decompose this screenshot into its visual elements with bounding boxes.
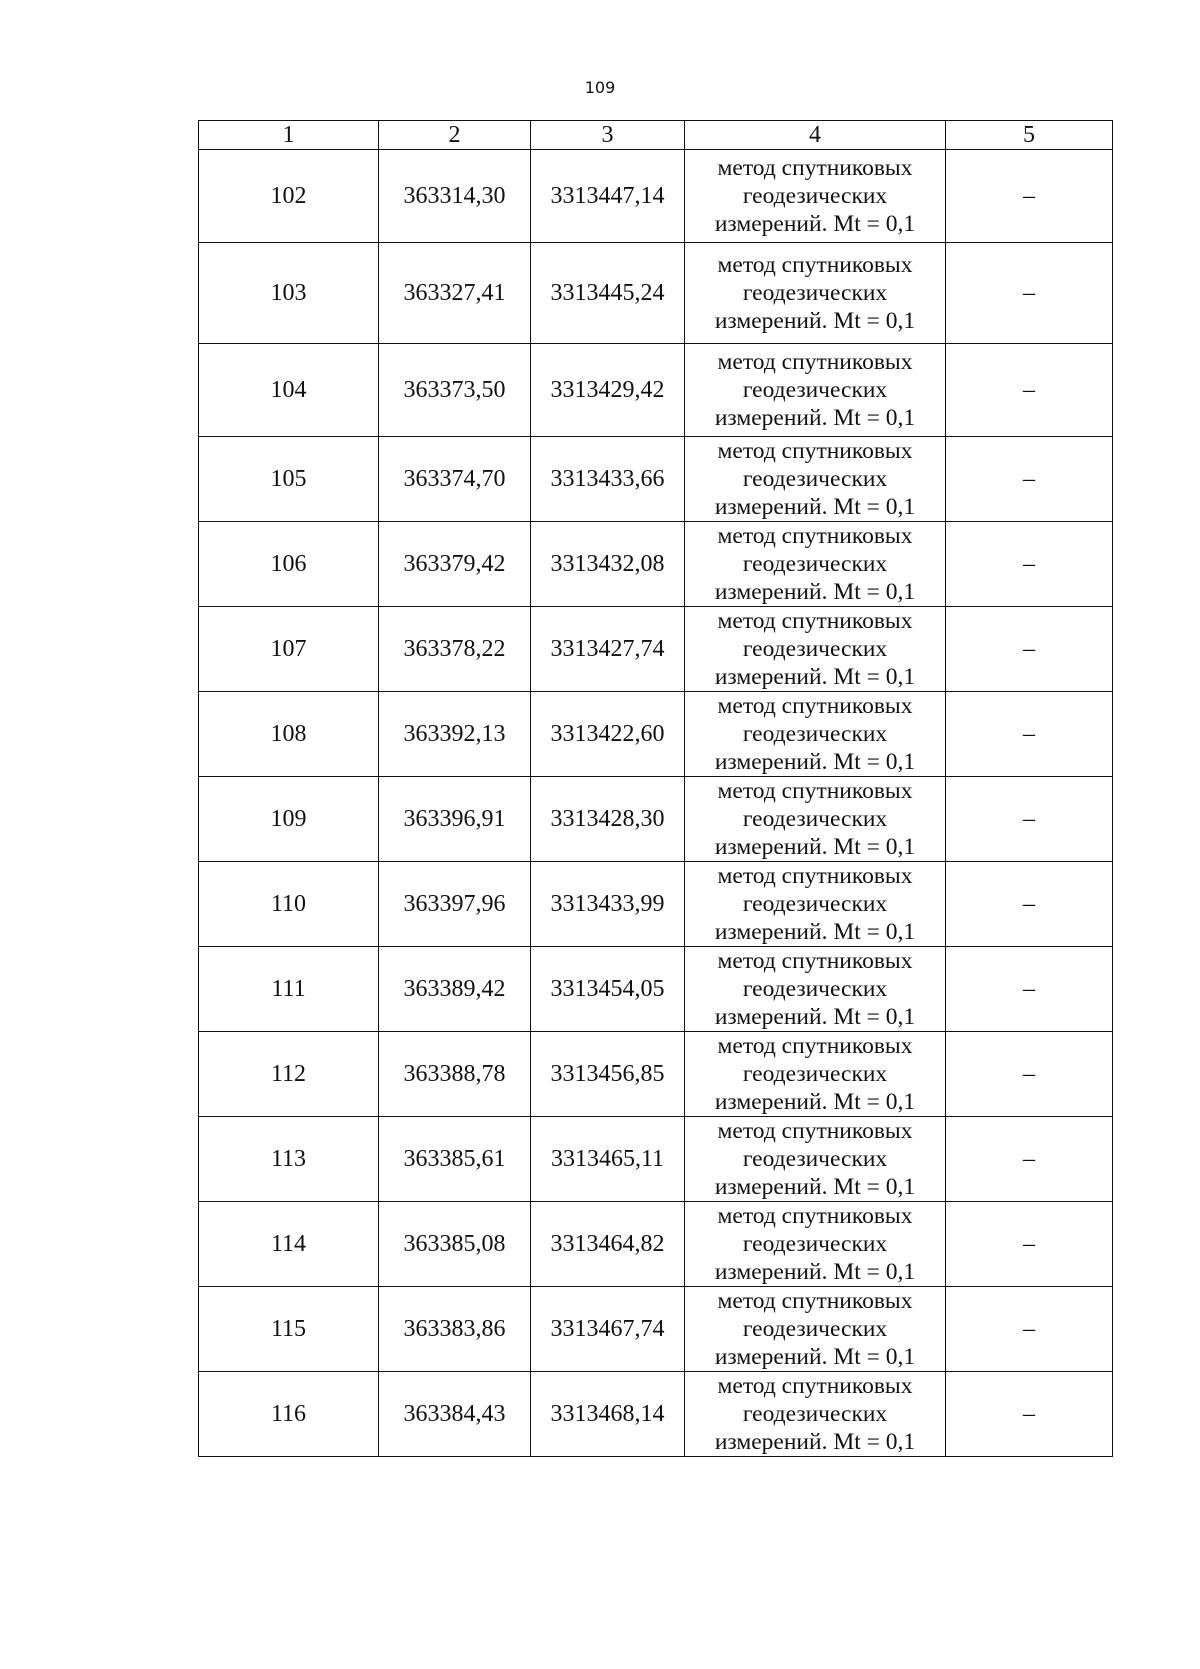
method-cell <box>685 522 946 607</box>
point-number-cell: 103 <box>199 243 379 344</box>
table-row <box>199 243 1113 344</box>
y-coordinate-cell: 3313428,30 <box>531 777 685 862</box>
page-number: 109 <box>584 78 616 97</box>
y-coordinate-cell: 3313445,24 <box>531 243 685 344</box>
header-cell: 5 <box>946 121 1113 150</box>
method-line: геодезических <box>742 551 888 577</box>
method-line: измерений. Mt = 0,1 <box>714 1429 916 1455</box>
point-number-cell: 107 <box>199 607 379 692</box>
point-number-cell: 116 <box>199 1372 379 1457</box>
method-line: измерений. Mt = 0,1 <box>714 1174 916 1200</box>
method-line: измерений. Mt = 0,1 <box>714 1259 916 1285</box>
method-line: измерений. Mt = 0,1 <box>714 1344 916 1370</box>
method-line: геодезических <box>742 891 888 917</box>
y-coordinate-cell: 3313468,14 <box>531 1372 685 1457</box>
note-cell: – <box>946 1117 1113 1202</box>
table-row <box>199 150 1113 243</box>
table-row <box>199 522 1113 607</box>
method-line: измерений. Mt = 0,1 <box>714 1004 916 1030</box>
note-cell: – <box>946 862 1113 947</box>
coordinates-table <box>198 120 1113 1457</box>
point-number-cell: 106 <box>199 522 379 607</box>
method-line: измерений. Mt = 0,1 <box>714 308 916 334</box>
header-cell: 3 <box>531 121 685 150</box>
table-row <box>199 1287 1113 1372</box>
method-cell <box>685 1202 946 1287</box>
note-cell: – <box>946 1202 1113 1287</box>
method-line: метод спутниковых <box>717 608 913 634</box>
method-line: метод спутниковых <box>717 778 913 804</box>
method-line: метод спутниковых <box>717 1203 913 1229</box>
method-line: геодезических <box>742 183 888 209</box>
table-row <box>199 1202 1113 1287</box>
method-line: метод спутниковых <box>717 252 913 278</box>
x-coordinate-cell: 363383,86 <box>379 1287 531 1372</box>
method-line: измерений. Mt = 0,1 <box>714 579 916 605</box>
method-line: геодезических <box>742 1061 888 1087</box>
y-coordinate-cell: 3313429,42 <box>531 344 685 437</box>
y-coordinate-cell: 3313465,11 <box>531 1117 685 1202</box>
method-line: метод спутниковых <box>717 1373 913 1399</box>
y-coordinate-cell: 3313433,66 <box>531 437 685 522</box>
point-number-cell: 114 <box>199 1202 379 1287</box>
table-row <box>199 1032 1113 1117</box>
table-body <box>199 121 1113 1457</box>
y-coordinate-cell: 3313447,14 <box>531 150 685 243</box>
method-line: геодезических <box>742 976 888 1002</box>
method-line: измерений. Mt = 0,1 <box>714 919 916 945</box>
x-coordinate-cell: 363384,43 <box>379 1372 531 1457</box>
note-cell: – <box>946 947 1113 1032</box>
method-line: метод спутниковых <box>717 1118 913 1144</box>
method-line: измерений. Mt = 0,1 <box>714 1089 916 1115</box>
method-line: геодезических <box>742 1316 888 1342</box>
note-cell: – <box>946 437 1113 522</box>
point-number-cell: 115 <box>199 1287 379 1372</box>
x-coordinate-cell: 363388,78 <box>379 1032 531 1117</box>
table-row <box>199 1372 1113 1457</box>
method-line: геодезических <box>742 466 888 492</box>
method-line: геодезических <box>742 280 888 306</box>
y-coordinate-cell: 3313432,08 <box>531 522 685 607</box>
method-line: метод спутниковых <box>717 1033 913 1059</box>
point-number-cell: 111 <box>199 947 379 1032</box>
note-cell: – <box>946 1372 1113 1457</box>
method-cell <box>685 947 946 1032</box>
method-cell <box>685 862 946 947</box>
x-coordinate-cell: 363385,61 <box>379 1117 531 1202</box>
table-row <box>199 344 1113 437</box>
note-cell: – <box>946 1032 1113 1117</box>
x-coordinate-cell: 363374,70 <box>379 437 531 522</box>
point-number-cell: 113 <box>199 1117 379 1202</box>
point-number-cell: 108 <box>199 692 379 777</box>
point-number-cell: 112 <box>199 1032 379 1117</box>
table-row <box>199 947 1113 1032</box>
method-line: геодезических <box>742 1401 888 1427</box>
method-line: геодезических <box>742 377 888 403</box>
method-line: метод спутниковых <box>717 349 913 375</box>
x-coordinate-cell: 363379,42 <box>379 522 531 607</box>
y-coordinate-cell: 3313433,99 <box>531 862 685 947</box>
method-line: метод спутниковых <box>717 438 913 464</box>
method-line: метод спутниковых <box>717 1288 913 1314</box>
method-cell <box>685 437 946 522</box>
table-row <box>199 1117 1113 1202</box>
x-coordinate-cell: 363385,08 <box>379 1202 531 1287</box>
table-header-row <box>199 121 1113 150</box>
point-number-cell: 110 <box>199 862 379 947</box>
method-line: геодезических <box>742 1231 888 1257</box>
table-row <box>199 692 1113 777</box>
header-cell: 2 <box>379 121 531 150</box>
y-coordinate-cell: 3313464,82 <box>531 1202 685 1287</box>
note-cell: – <box>946 150 1113 243</box>
point-number-cell: 102 <box>199 150 379 243</box>
y-coordinate-cell: 3313467,74 <box>531 1287 685 1372</box>
table-row <box>199 437 1113 522</box>
note-cell: – <box>946 777 1113 862</box>
header-cell: 4 <box>685 121 946 150</box>
x-coordinate-cell: 363378,22 <box>379 607 531 692</box>
point-number-cell: 105 <box>199 437 379 522</box>
method-line: геодезических <box>742 806 888 832</box>
y-coordinate-cell: 3313456,85 <box>531 1032 685 1117</box>
y-coordinate-cell: 3313422,60 <box>531 692 685 777</box>
note-cell: – <box>946 692 1113 777</box>
method-cell <box>685 1032 946 1117</box>
method-cell <box>685 344 946 437</box>
method-cell <box>685 150 946 243</box>
note-cell: – <box>946 607 1113 692</box>
table-row <box>199 777 1113 862</box>
y-coordinate-cell: 3313454,05 <box>531 947 685 1032</box>
x-coordinate-cell: 363373,50 <box>379 344 531 437</box>
method-line: измерений. Mt = 0,1 <box>714 405 916 431</box>
x-coordinate-cell: 363314,30 <box>379 150 531 243</box>
method-cell <box>685 243 946 344</box>
method-line: измерений. Mt = 0,1 <box>714 211 916 237</box>
method-line: метод спутниковых <box>717 948 913 974</box>
method-line: геодезических <box>742 721 888 747</box>
note-cell: – <box>946 344 1113 437</box>
note-cell: – <box>946 243 1113 344</box>
table-row <box>199 862 1113 947</box>
header-cell: 1 <box>199 121 379 150</box>
method-cell <box>685 1287 946 1372</box>
method-cell <box>685 1372 946 1457</box>
method-line: метод спутниковых <box>717 155 913 181</box>
x-coordinate-cell: 363397,96 <box>379 862 531 947</box>
method-line: метод спутниковых <box>717 693 913 719</box>
method-line: измерений. Mt = 0,1 <box>714 494 916 520</box>
method-line: геодезических <box>742 636 888 662</box>
method-line: измерений. Mt = 0,1 <box>714 664 916 690</box>
x-coordinate-cell: 363392,13 <box>379 692 531 777</box>
x-coordinate-cell: 363396,91 <box>379 777 531 862</box>
point-number-cell: 109 <box>199 777 379 862</box>
method-line: метод спутниковых <box>717 523 913 549</box>
method-cell <box>685 607 946 692</box>
x-coordinate-cell: 363389,42 <box>379 947 531 1032</box>
method-line: измерений. Mt = 0,1 <box>714 834 916 860</box>
method-cell <box>685 777 946 862</box>
method-line: метод спутниковых <box>717 863 913 889</box>
note-cell: – <box>946 522 1113 607</box>
table-row <box>199 607 1113 692</box>
note-cell: – <box>946 1287 1113 1372</box>
method-cell <box>685 1117 946 1202</box>
x-coordinate-cell: 363327,41 <box>379 243 531 344</box>
point-number-cell: 104 <box>199 344 379 437</box>
method-line: измерений. Mt = 0,1 <box>714 749 916 775</box>
method-cell <box>685 692 946 777</box>
y-coordinate-cell: 3313427,74 <box>531 607 685 692</box>
method-line: геодезических <box>742 1146 888 1172</box>
